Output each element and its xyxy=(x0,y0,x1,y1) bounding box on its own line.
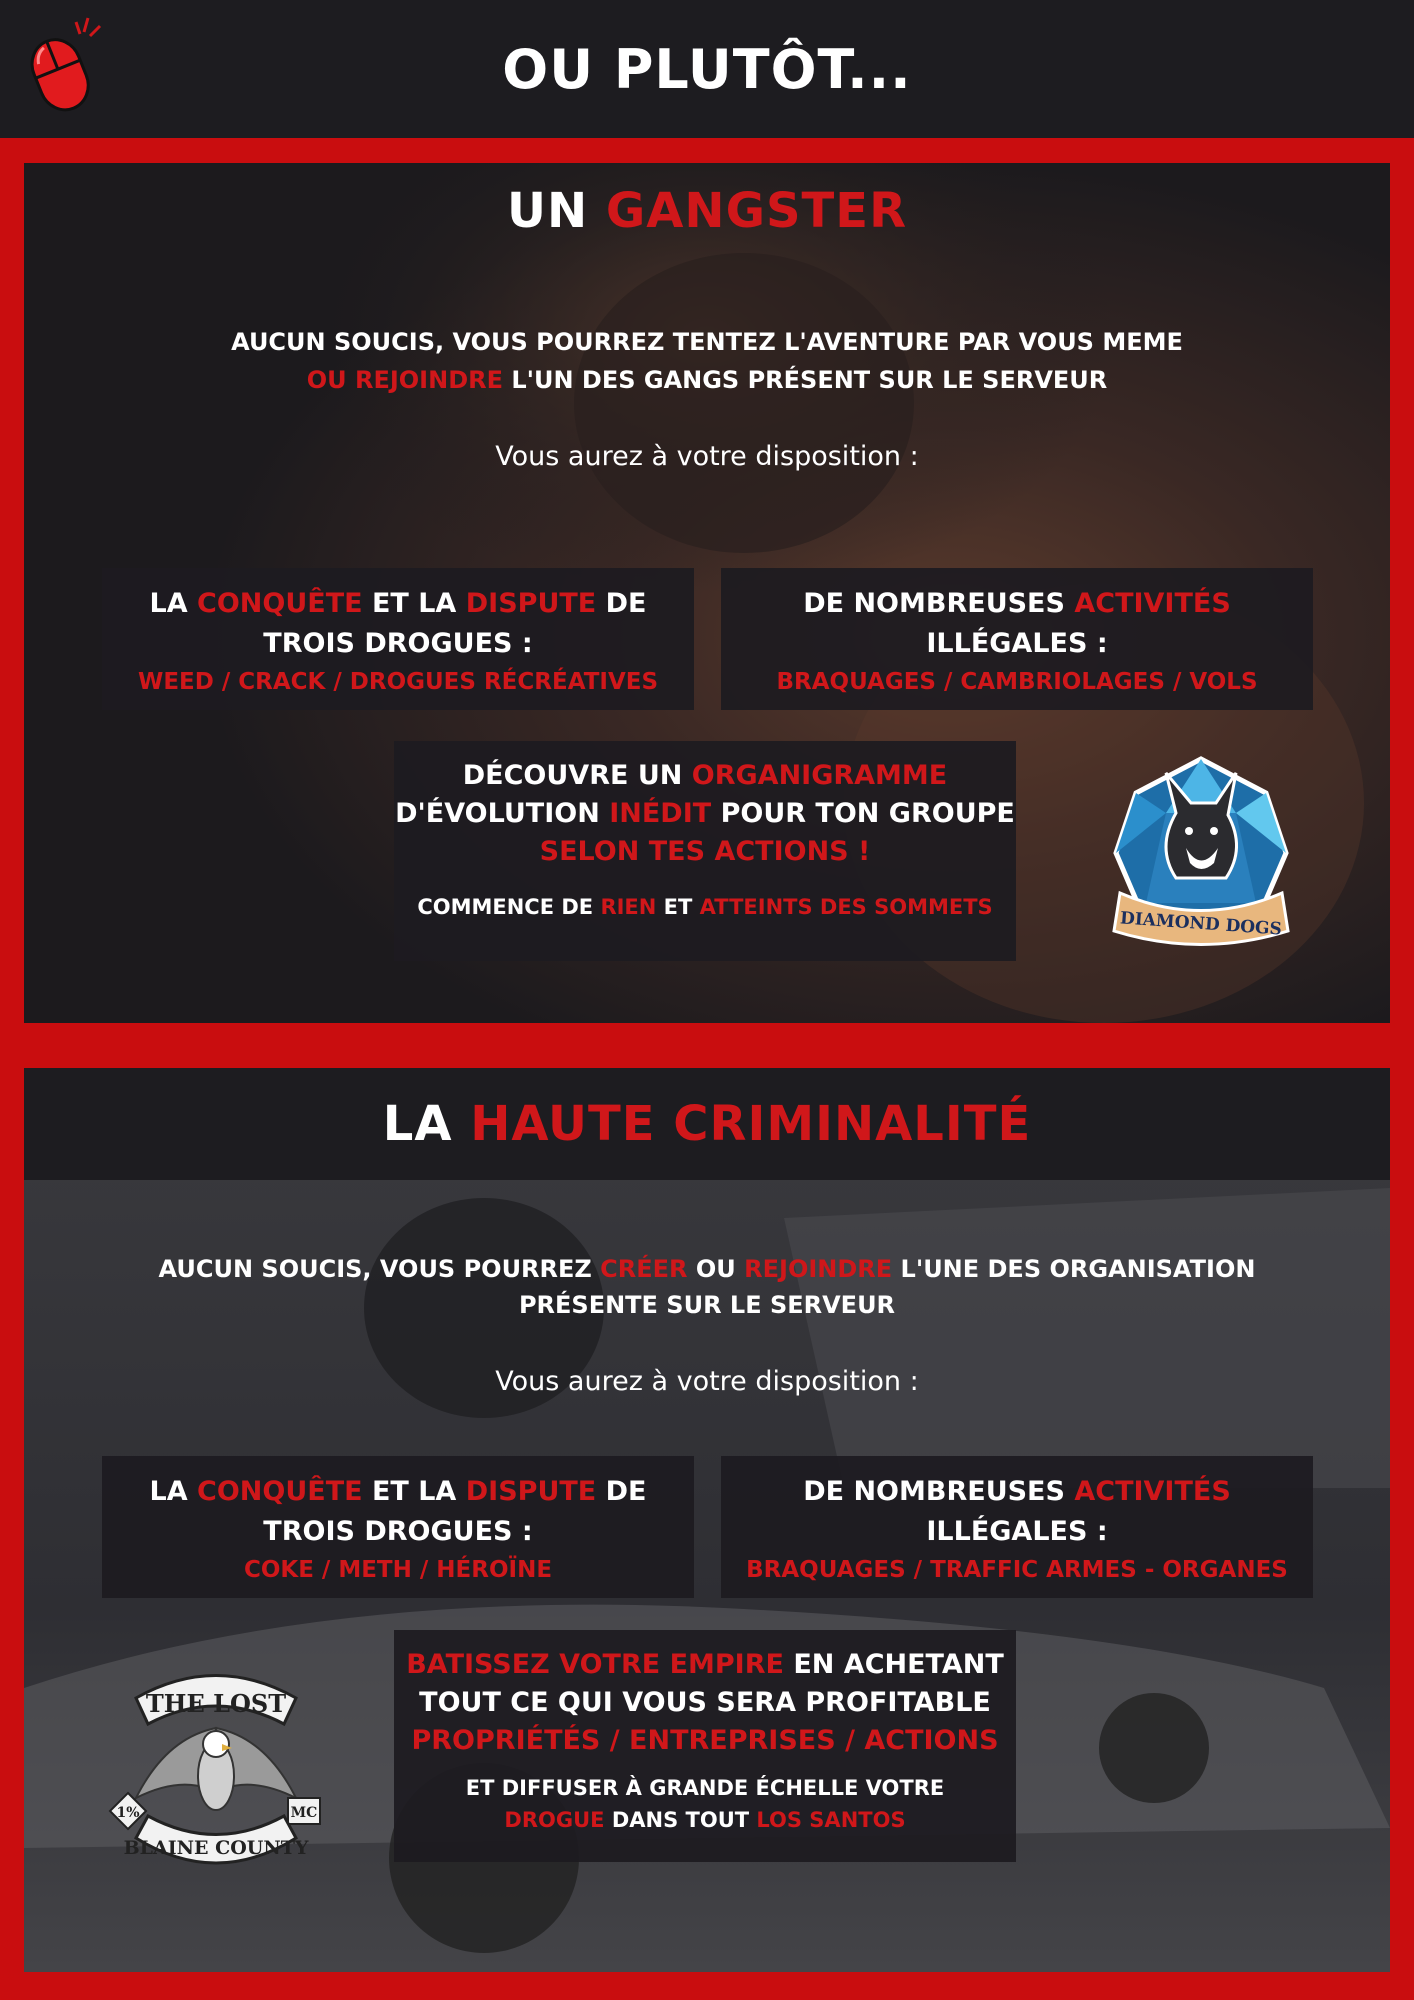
activities-box-detail: BRAQUAGES / TRAFFIC ARMES - ORGANES xyxy=(746,1557,1288,1583)
svg-text:BLAINE COUNTY: BLAINE COUNTY xyxy=(123,1837,309,1859)
crime-drugs-box xyxy=(102,1456,694,1598)
activities-box-line-1: DE NOMBREUSES ACTIVITÉS xyxy=(803,588,1231,619)
crime-intro-line-2: PRÉSENTE SUR LE SERVEUR xyxy=(518,1291,896,1319)
drugs-box-line-2: TROIS DROGUES : xyxy=(263,1516,533,1547)
empire-line-4: ET DIFFUSER À GRANDE ÉCHELLE VOTRE xyxy=(465,1776,945,1800)
empire-line-1: BATISSEZ VOTRE EMPIRE EN ACHETANT xyxy=(406,1649,1004,1680)
drugs-box-line-1: LA CONQUÊTE ET LA DISPUTE DE xyxy=(149,588,647,619)
empire-line-3: PROPRIÉTÉS / ENTREPRISES / ACTIONS xyxy=(411,1725,999,1756)
top-header xyxy=(0,0,1414,138)
organigram-line-1: DÉCOUVRE UN ORGANIGRAMME xyxy=(462,760,948,791)
empire-line-2: TOUT CE QUI VOUS SERA PROFITABLE xyxy=(419,1687,991,1718)
page-title: OU PLUTÔT... xyxy=(502,38,912,101)
gangster-panel xyxy=(24,163,1390,1023)
crime-activities-box xyxy=(721,1456,1313,1598)
organigram-line-4: COMMENCE DE RIEN ET ATTEINTS DES SOMMETS xyxy=(417,895,993,919)
drugs-box-line-2: TROIS DROGUES : xyxy=(263,628,533,659)
gangster-title: UN GANGSTER xyxy=(506,183,908,239)
crime-title: LA HAUTE CRIMINALITÉ xyxy=(382,1096,1032,1152)
drugs-box-detail: WEED / CRACK / DROGUES RÉCRÉATIVES xyxy=(137,669,659,695)
activities-box-detail: BRAQUAGES / CAMBRIOLAGES / VOLS xyxy=(776,669,1258,695)
gangster-intro-line-2: OU REJOINDRE L'UN DES GANGS PRÉSENT SUR LE SERVEUR xyxy=(306,366,1108,394)
gangster-drugs-box xyxy=(102,568,694,710)
activities-box-line-1: DE NOMBREUSES ACTIVITÉS xyxy=(803,1476,1231,1507)
svg-text:1%: 1% xyxy=(116,1805,140,1821)
crime-empire-box xyxy=(394,1630,1016,1862)
gangster-activities-box xyxy=(721,568,1313,710)
diamond-dogs-logo xyxy=(1106,753,1296,953)
organigram-line-2: D'ÉVOLUTION INÉDIT POUR TON GROUPE xyxy=(395,798,1015,829)
crime-panel xyxy=(24,1068,1390,1972)
drugs-box-detail: COKE / METH / HÉROÏNE xyxy=(243,1557,553,1583)
activities-box-line-2: ILLÉGALES : xyxy=(926,628,1108,659)
gangster-disposition-label: Vous aurez à votre disposition : xyxy=(495,441,919,472)
crime-intro-line-1: AUCUN SOUCIS, VOUS POURREZ CRÉER OU REJOINDRE L'UNE DES ORGANISATION xyxy=(158,1255,1256,1283)
svg-text:MC: MC xyxy=(290,1805,318,1821)
empire-line-5: DROGUE DANS TOUT LOS SANTOS xyxy=(504,1808,906,1832)
the-lost-mc-logo xyxy=(106,1658,326,1888)
activities-box-line-2: ILLÉGALES : xyxy=(926,1516,1108,1547)
organigram-line-3: SELON TES ACTIONS ! xyxy=(539,836,871,867)
gangster-intro-line-1: AUCUN SOUCIS, VOUS POURREZ TENTEZ L'AVENTURE PAR VOUS MEME xyxy=(231,328,1183,356)
gangster-organigram-box xyxy=(394,741,1016,961)
drugs-box-line-1: LA CONQUÊTE ET LA DISPUTE DE xyxy=(149,1476,647,1507)
svg-text:DIAMOND DOGS: DIAMOND DOGS xyxy=(1119,908,1283,940)
svg-text:THE LOST: THE LOST xyxy=(145,1689,287,1718)
crime-disposition-label: Vous aurez à votre disposition : xyxy=(495,1366,919,1397)
